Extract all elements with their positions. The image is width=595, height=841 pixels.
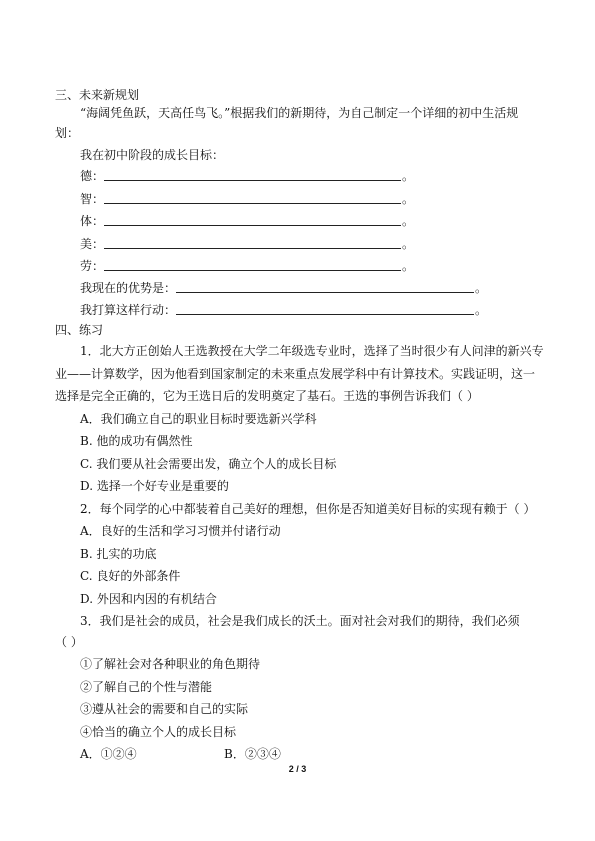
advantage-blank[interactable] [176, 280, 474, 293]
q3-option-a[interactable]: A．①②④ [80, 747, 137, 761]
goal-ti-blank[interactable] [104, 213, 401, 226]
goal-mei-blank[interactable] [104, 236, 401, 249]
goal-zhi-blank[interactable] [104, 191, 401, 204]
q3-option-b[interactable]: B．②③④ [224, 747, 281, 761]
plan-blank[interactable] [176, 302, 474, 315]
page-number: 2 / 3 [288, 764, 307, 774]
goal-lao-blank[interactable] [104, 258, 401, 271]
goal-de-blank[interactable] [104, 168, 401, 181]
